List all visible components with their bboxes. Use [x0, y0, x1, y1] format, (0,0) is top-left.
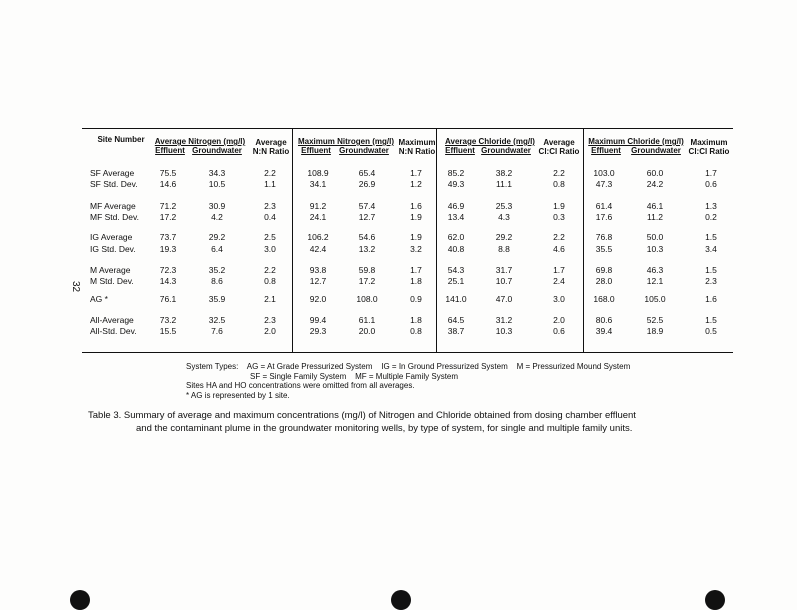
table-cell: 20.0: [358, 326, 376, 336]
table-cell: 0.9: [410, 294, 422, 304]
table-cell: 2.2: [553, 232, 565, 242]
table-cell: 3.0: [553, 294, 565, 304]
header-maximum-nitrogen: Maximum Nitrogen (mg/l): [297, 137, 394, 146]
table-cell: 35.9: [208, 294, 226, 304]
table-cell: 85.2: [447, 168, 465, 178]
table-cell: 19.3: [159, 244, 177, 254]
table-cell: 50.0: [646, 232, 664, 242]
table-cell: 1.6: [705, 294, 717, 304]
binder-hole: [391, 590, 411, 610]
row-label: M Average: [90, 265, 131, 275]
header-maximum-chloride: Maximum Chloride (mg/l): [588, 137, 684, 146]
table-cell: 8.8: [498, 244, 510, 254]
table-cell: 0.4: [264, 212, 276, 222]
table-cell: 24.1: [309, 212, 327, 222]
table-cell: 93.8: [309, 265, 327, 275]
table-cell: 29.2: [495, 232, 513, 242]
binder-hole: [70, 590, 90, 610]
page-number: 32: [70, 280, 82, 293]
table-cell: 3.2: [410, 244, 422, 254]
table-cell: 17.2: [358, 276, 376, 286]
table-cell: 47.0: [495, 294, 513, 304]
table-cell: 17.2: [159, 212, 177, 222]
table-cell: 4.2: [211, 212, 223, 222]
table-cell: 59.8: [358, 265, 376, 275]
table-cell: 76.8: [595, 232, 613, 242]
table-cell: 0.6: [705, 179, 717, 189]
header-average-nitrogen: Average Nitrogen (mg/l): [154, 137, 246, 146]
table-cell: 2.3: [264, 315, 276, 325]
table-bottom-rule: [82, 352, 733, 353]
table-cell: 106.2: [307, 232, 329, 242]
table-cell: 12.1: [646, 276, 664, 286]
table-cell: 11.2: [647, 212, 663, 222]
table-cell: 42.4: [309, 244, 327, 254]
header-groundwater: Groundwater: [192, 146, 242, 155]
table-cell: 1.2: [410, 179, 422, 189]
table-top-rule: [82, 128, 733, 129]
table-cell: 2.0: [553, 315, 565, 325]
table-cell: 73.2: [159, 315, 177, 325]
table-cell: 28.0: [595, 276, 613, 286]
table-cell: 25.3: [495, 201, 513, 211]
table-cell: 1.7: [410, 265, 422, 275]
table-cell: 1.5: [705, 265, 717, 275]
table-cell: 72.3: [159, 265, 177, 275]
table-cell: 2.0: [264, 326, 276, 336]
table-cell: 49.3: [447, 179, 465, 189]
table-cell: 2.3: [264, 201, 276, 211]
table-cell: 2.5: [264, 232, 276, 242]
table-cell: 6.4: [211, 244, 223, 254]
table-cell: 1.7: [553, 265, 565, 275]
table-cell: 60.0: [646, 168, 664, 178]
table-cell: 92.0: [309, 294, 327, 304]
table-cell: 2.4: [553, 276, 565, 286]
legend-family-types: SF = Single Family System MF = Multiple Family System: [250, 372, 459, 381]
table-cell: 73.7: [159, 232, 177, 242]
header-groundwater: Groundwater: [339, 146, 389, 155]
table-cell: 29.3: [309, 326, 327, 336]
table-cell: 10.5: [208, 179, 226, 189]
table-cell: 0.5: [705, 326, 717, 336]
table-cell: 14.3: [159, 276, 177, 286]
table-cell: 1.9: [553, 201, 565, 211]
table-cell: 1.7: [410, 168, 422, 178]
table-cell: 35.2: [208, 265, 226, 275]
table-cell: 46.3: [646, 265, 664, 275]
table-cell: 0.8: [264, 276, 276, 286]
table-cell: 34.1: [309, 179, 327, 189]
table-cell: 52.5: [646, 315, 664, 325]
row-label: AG *: [90, 294, 108, 304]
header-average-chloride: Average Chloride (mg/l): [445, 137, 535, 146]
table-cell: 105.0: [644, 294, 666, 304]
row-label: IG Std. Dev.: [90, 244, 136, 254]
table-cell: 0.3: [553, 212, 565, 222]
table-cell: 2.3: [705, 276, 717, 286]
table-cell: 13.2: [358, 244, 376, 254]
table-cell: 13.4: [447, 212, 465, 222]
row-label: SF Average: [90, 168, 135, 178]
table-cell: 91.2: [309, 201, 327, 211]
table-cell: 1.5: [705, 232, 717, 242]
table-cell: 108.9: [307, 168, 329, 178]
header-effluent: Effluent: [155, 146, 185, 155]
table-cell: 65.4: [358, 168, 376, 178]
table-cell: 168.0: [593, 294, 615, 304]
row-label: MF Std. Dev.: [90, 212, 139, 222]
table-cell: 4.6: [553, 244, 565, 254]
table-cell: 38.2: [495, 168, 513, 178]
table-caption: Table 3. Summary of average and maximum concentrations (mg/l) of Nitrogen and Chloride obtained from dosing chamber effluent: [88, 410, 636, 421]
header-maximum-nn-ratio: Maximum N:N Ratio: [398, 138, 436, 156]
table-cell: 12.7: [358, 212, 376, 222]
table-cell: 38.7: [447, 326, 465, 336]
table-cell: 34.3: [208, 168, 226, 178]
table-cell: 1.8: [410, 315, 422, 325]
table-cell: 12.7: [309, 276, 327, 286]
table-cell: 24.2: [646, 179, 664, 189]
table-cell: 2.1: [264, 294, 276, 304]
table-cell: 0.6: [553, 326, 565, 336]
table-cell: 2.2: [264, 265, 276, 275]
table-cell: 2.2: [553, 168, 565, 178]
header-effluent: Effluent: [301, 146, 331, 155]
table-cell: 0.8: [410, 326, 422, 336]
table-cell: 64.5: [447, 315, 465, 325]
table-cell: 1.8: [410, 276, 422, 286]
table-cell: 54.6: [358, 232, 376, 242]
table-cell: 10.7: [495, 276, 513, 286]
table-cell: 61.1: [358, 315, 376, 325]
header-groundwater: Groundwater: [481, 146, 531, 155]
table-cell: 76.1: [159, 294, 177, 304]
table-cell: 75.5: [159, 168, 177, 178]
table-cell: 141.0: [445, 294, 467, 304]
table-cell: 39.4: [595, 326, 613, 336]
table-cell: 1.3: [705, 201, 717, 211]
header-effluent: Effluent: [591, 146, 621, 155]
table-cell: 7.6: [211, 326, 223, 336]
table-cell: 69.8: [595, 265, 613, 275]
header-effluent: Effluent: [445, 146, 475, 155]
legend-ag-note: * AG is represented by 1 site.: [186, 391, 290, 400]
table-cell: 10.3: [495, 326, 513, 336]
table-cell: 14.6: [159, 179, 177, 189]
row-label: M Std. Dev.: [90, 276, 134, 286]
table-cell: 2.2: [264, 168, 276, 178]
table-cell: 10.3: [646, 244, 664, 254]
table-cell: 46.1: [646, 201, 664, 211]
table-cell: 4.3: [498, 212, 510, 222]
table-cell: 99.4: [309, 315, 327, 325]
table-cell: 32.5: [208, 315, 226, 325]
table-cell: 1.9: [410, 232, 422, 242]
table-cell: 40.8: [447, 244, 465, 254]
table-cell: 8.6: [211, 276, 223, 286]
legend-system-types: System Types: AG = At Grade Pressurized System IG = In Ground Pressurized System M = Pressurized Mound System: [186, 362, 631, 371]
row-label: MF Average: [90, 201, 136, 211]
binder-hole: [705, 590, 725, 610]
table-cell: 1.7: [705, 168, 717, 178]
table-cell: 3.4: [705, 244, 717, 254]
table-cell: 62.0: [447, 232, 465, 242]
table-cell: 29.2: [208, 232, 226, 242]
table-cell: 17.6: [595, 212, 613, 222]
row-label: All-Average: [90, 315, 134, 325]
table-cell: 108.0: [356, 294, 378, 304]
table-cell: 1.9: [410, 212, 422, 222]
header-maximum-clcl-ratio: Maximum Cl:Cl Ratio: [688, 138, 730, 156]
table-cell: 26.9: [358, 179, 376, 189]
row-label: All-Std. Dev.: [90, 326, 137, 336]
table-cell: 80.6: [595, 315, 613, 325]
row-label: SF Std. Dev.: [90, 179, 138, 189]
table-cell: 11.1: [496, 179, 512, 189]
table-cell: 0.8: [553, 179, 565, 189]
table-cell: 18.9: [646, 326, 664, 336]
table-cell: 35.5: [595, 244, 613, 254]
header-groundwater: Groundwater: [631, 146, 681, 155]
table-cell: 1.5: [705, 315, 717, 325]
table-cell: 3.0: [264, 244, 276, 254]
header-site-number: Site Number: [97, 135, 145, 144]
table-cell: 31.2: [495, 315, 513, 325]
table-cell: 15.5: [159, 326, 177, 336]
table-cell: 54.3: [447, 265, 465, 275]
table-cell: 0.2: [705, 212, 717, 222]
table-cell: 71.2: [159, 201, 177, 211]
table-cell: 31.7: [495, 265, 513, 275]
header-average-clcl-ratio: Average Cl:Cl Ratio: [538, 138, 580, 156]
table-cell: 1.6: [410, 201, 422, 211]
row-label: IG Average: [90, 232, 133, 242]
table-cell: 47.3: [595, 179, 613, 189]
table-cell: 61.4: [595, 201, 613, 211]
table-cell: 25.1: [447, 276, 465, 286]
table-cell: 57.4: [358, 201, 376, 211]
header-average-nn-ratio: Average N:N Ratio: [252, 138, 290, 156]
table-cell: 46.9: [447, 201, 465, 211]
table-cell: 1.1: [264, 179, 276, 189]
table-caption-continued: and the contaminant plume in the groundwater monitoring wells, by type of system, for single and multiple family units.: [136, 423, 633, 434]
table-cell: 30.9: [208, 201, 226, 211]
legend-omitted-note: Sites HA and HO concentrations were omitted from all averages.: [186, 381, 415, 390]
table-cell: 103.0: [593, 168, 615, 178]
